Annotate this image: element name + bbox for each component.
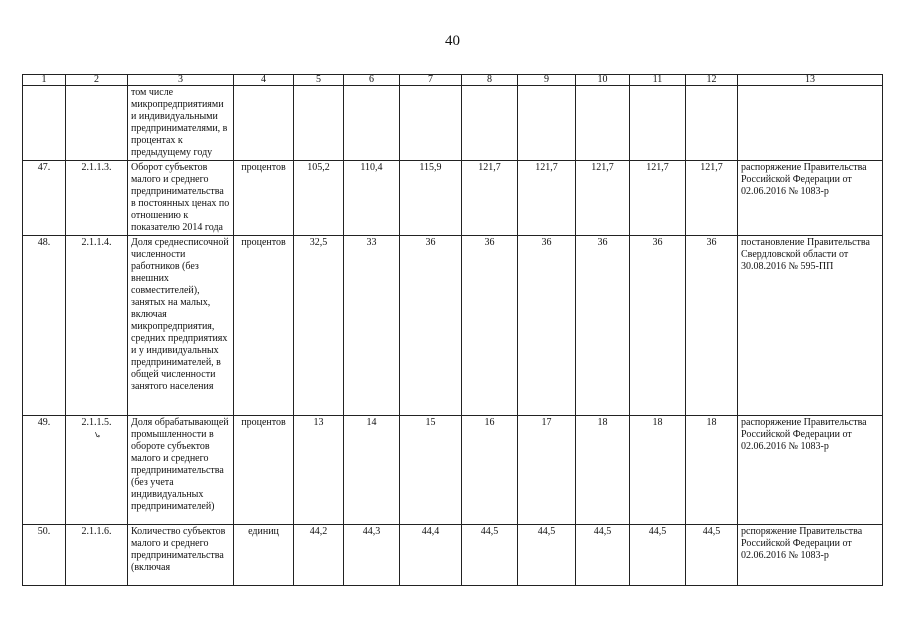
- source-note: распоряжение Правительства Российской Федерации от 02.06.2016 № 1083-р: [738, 161, 883, 236]
- value-cell: 13: [294, 416, 344, 525]
- value-cell: 32,5: [294, 236, 344, 416]
- header-cell: 5: [294, 75, 344, 86]
- value-cell: 15: [400, 416, 462, 525]
- header-cell: 12: [686, 75, 738, 86]
- value-cell: 121,7: [518, 161, 576, 236]
- unit: [234, 86, 294, 161]
- value-cell: 18: [686, 416, 738, 525]
- value-cell: 14: [344, 416, 400, 525]
- unit: единиц: [234, 525, 294, 586]
- value-cell: 36: [686, 236, 738, 416]
- unit: процентов: [234, 236, 294, 416]
- value-cell: [576, 86, 630, 161]
- header-cell: 13: [738, 75, 883, 86]
- value-cell: [294, 86, 344, 161]
- value-cell: 33: [344, 236, 400, 416]
- value-cell: 16: [462, 416, 518, 525]
- value-cell: 36: [630, 236, 686, 416]
- value-cell: 36: [518, 236, 576, 416]
- value-cell: 44,5: [518, 525, 576, 586]
- value-cell: [518, 86, 576, 161]
- value-cell: 44,5: [686, 525, 738, 586]
- header-cell: 6: [344, 75, 400, 86]
- header-cell: 10: [576, 75, 630, 86]
- header-cell: 1: [23, 75, 66, 86]
- value-cell: 121,7: [576, 161, 630, 236]
- table-row: [23, 86, 883, 161]
- header-row: [23, 75, 883, 86]
- indicator-name: Доля обрабатывающей промышленности в обороте субъектов малого и среднего предпринимательства (без учета индивидуальных предпринимателей): [128, 416, 234, 525]
- source-note: распоряжение Правительства Российской Федерации от 02.06.2016 № 1083-р: [738, 416, 883, 525]
- indicators-table: [22, 74, 883, 586]
- row-code: 2.1.1.3.: [66, 161, 128, 236]
- handwritten-tick-mark: ↳: [92, 429, 103, 441]
- value-cell: 44,5: [630, 525, 686, 586]
- unit: процентов: [234, 416, 294, 525]
- value-cell: [630, 86, 686, 161]
- header-cell: 8: [462, 75, 518, 86]
- value-cell: 121,7: [462, 161, 518, 236]
- indicator-name: том числе микропредприятиями и индивидуальными предпринимателями, в процентах к предыдущему году: [128, 86, 234, 161]
- row-number: 49.: [23, 416, 66, 525]
- source-note: рспоряжение Правительства Российской Федерации от 02.06.2016 № 1083-р: [738, 525, 883, 586]
- header-cell: 9: [518, 75, 576, 86]
- table-row: [23, 416, 883, 525]
- row-code: 2.1.1.4.: [66, 236, 128, 416]
- indicator-name: Оборот субъектов малого и среднего предпринимательства в постоянных ценах по отношению к показателю 2014 года: [128, 161, 234, 236]
- value-cell: 44,5: [462, 525, 518, 586]
- value-cell: 44,5: [576, 525, 630, 586]
- value-cell: [400, 86, 462, 161]
- value-cell: 36: [400, 236, 462, 416]
- value-cell: 121,7: [686, 161, 738, 236]
- value-cell: 115,9: [400, 161, 462, 236]
- header-cell: 2: [66, 75, 128, 86]
- value-cell: 36: [462, 236, 518, 416]
- header-cell: 7: [400, 75, 462, 86]
- row-code: 2.1.1.6.: [66, 525, 128, 586]
- header-cell: 3: [128, 75, 234, 86]
- value-cell: 110,4: [344, 161, 400, 236]
- value-cell: 18: [576, 416, 630, 525]
- value-cell: [462, 86, 518, 161]
- row-number: 47.: [23, 161, 66, 236]
- value-cell: [686, 86, 738, 161]
- value-cell: 17: [518, 416, 576, 525]
- row-code: [66, 86, 128, 161]
- header-cell: 11: [630, 75, 686, 86]
- value-cell: 36: [576, 236, 630, 416]
- unit: процентов: [234, 161, 294, 236]
- source-note: постановление Правительства Свердловской области от 30.08.2016 № 595-ПП: [738, 236, 883, 416]
- table-row: [23, 236, 883, 416]
- value-cell: [344, 86, 400, 161]
- table-row: [23, 161, 883, 236]
- indicator-name: Количество субъектов малого и среднего предпринимательства (включая: [128, 525, 234, 586]
- row-code: 2.1.1.5.: [81, 417, 112, 428]
- table-row: [23, 525, 883, 586]
- row-number: 50.: [23, 525, 66, 586]
- page-number: 40: [445, 33, 460, 49]
- indicator-name: Доля среднесписочной численности работников (без внешних совместителей), занятых на малых, включая микропредприятия, средних предприятиях и у индивидуальных предпринимателей, в общей численности занятого населения: [128, 236, 234, 416]
- value-cell: 121,7: [630, 161, 686, 236]
- header-cell: 4: [234, 75, 294, 86]
- value-cell: 44,3: [344, 525, 400, 586]
- row-code-cell: [66, 416, 128, 525]
- value-cell: 44,2: [294, 525, 344, 586]
- row-number: [23, 86, 66, 161]
- row-number: 48.: [23, 236, 66, 416]
- source-note: [738, 86, 883, 161]
- value-cell: 105,2: [294, 161, 344, 236]
- value-cell: 18: [630, 416, 686, 525]
- value-cell: 44,4: [400, 525, 462, 586]
